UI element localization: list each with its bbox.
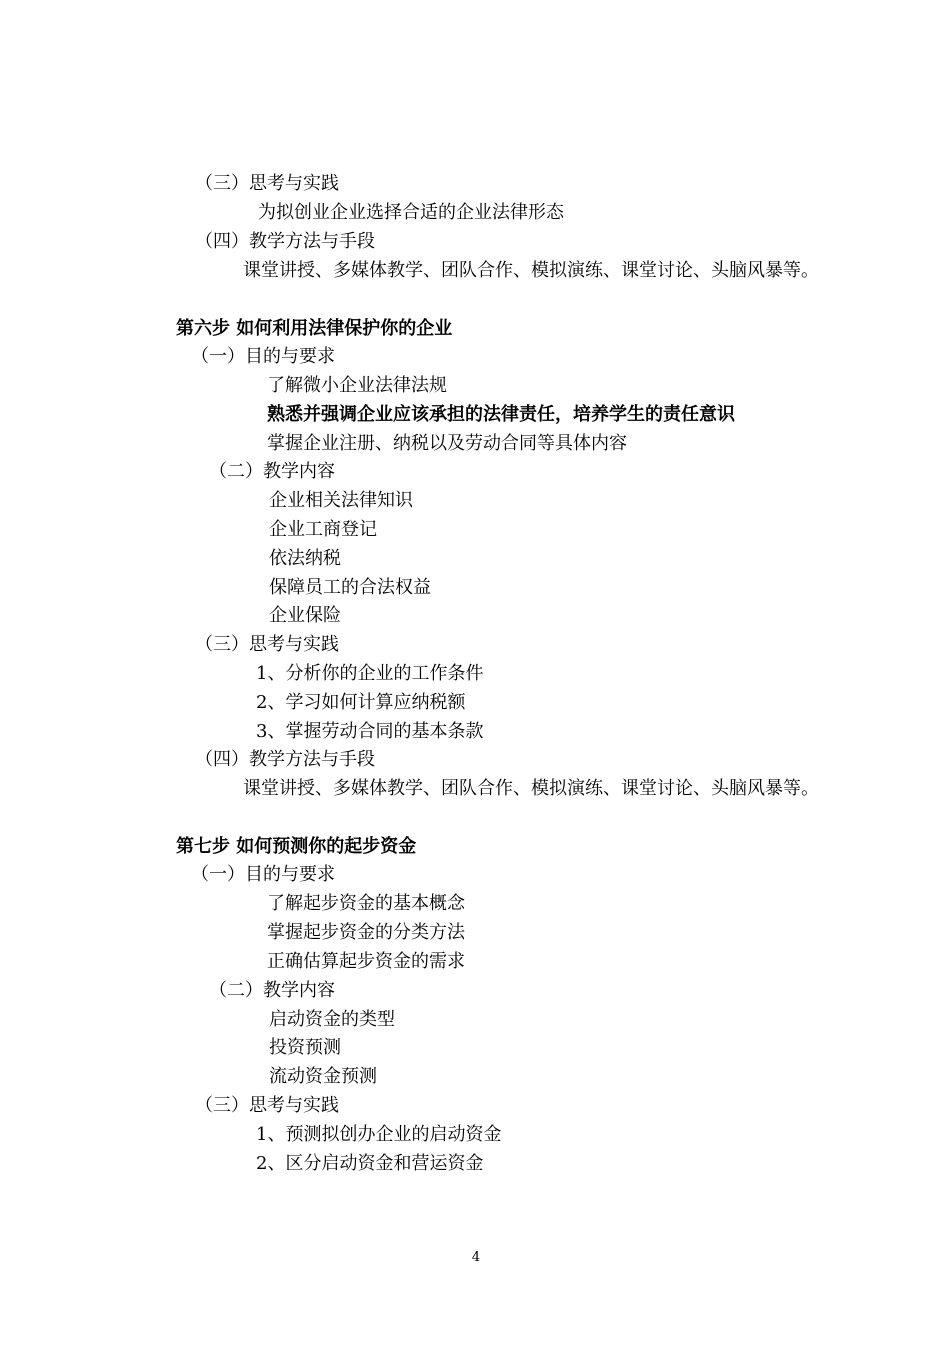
page-number: 4	[471, 1250, 481, 1265]
s6-practice-item: 1、分析你的企业的工作条件	[256, 663, 484, 684]
s7-content-heading: （二）教学内容	[209, 980, 335, 1001]
s7-goals-heading: （一）目的与要求	[191, 864, 335, 885]
s6-practice-heading: （三）思考与实践	[195, 634, 339, 655]
s6-content-item: 依法纳税	[269, 548, 341, 569]
s7-goal-item: 正确估算起步资金的需求	[267, 951, 465, 972]
s6-content-item: 企业工商登记	[269, 519, 377, 540]
s6-content-item: 企业相关法律知识	[269, 490, 413, 511]
s5-practice-item: 为拟创业企业选择合适的企业法律形态	[258, 202, 564, 223]
s7-goal-item: 了解起步资金的基本概念	[267, 893, 465, 914]
s7-practice-item: 1、预测拟创办企业的启动资金	[256, 1124, 502, 1145]
s6-goal-item: 熟悉并强调企业应该承担的法律责任，培养学生的责任意识	[267, 404, 735, 425]
s7-practice-heading: （三）思考与实践	[195, 1095, 339, 1116]
s7-content-item: 启动资金的类型	[269, 1009, 395, 1030]
s7-practice-item: 2、区分启动资金和营运资金	[256, 1153, 484, 1174]
s7-title: 第七步 如何预测你的起步资金	[176, 836, 417, 857]
s5-methods-text: 课堂讲授、多媒体教学、团队合作、模拟演练、课堂讨论、头脑风暴等。	[243, 260, 819, 281]
s6-methods-text: 课堂讲授、多媒体教学、团队合作、模拟演练、课堂讨论、头脑风暴等。	[243, 778, 819, 799]
s5-methods-heading: （四）教学方法与手段	[195, 231, 375, 252]
s7-content-item: 流动资金预测	[269, 1066, 377, 1087]
s6-methods-heading: （四）教学方法与手段	[195, 749, 375, 770]
s6-practice-item: 2、学习如何计算应纳税额	[256, 692, 466, 713]
s6-goal-item: 了解微小企业法律法规	[267, 375, 447, 396]
s6-goal-item: 掌握企业注册、纳税以及劳动合同等具体内容	[267, 433, 627, 454]
s6-content-item: 保障员工的合法权益	[269, 577, 431, 598]
s6-practice-item: 3、掌握劳动合同的基本条款	[256, 721, 484, 742]
s6-content-heading: （二）教学内容	[209, 461, 335, 482]
s7-content-item: 投资预测	[269, 1037, 341, 1058]
s7-goal-item: 掌握起步资金的分类方法	[267, 922, 465, 943]
s5-practice-heading: （三）思考与实践	[195, 173, 339, 194]
s6-title: 第六步 如何利用法律保护你的企业	[176, 318, 453, 339]
s6-content-item: 企业保险	[269, 605, 341, 626]
s6-goals-heading: （一）目的与要求	[191, 346, 335, 367]
